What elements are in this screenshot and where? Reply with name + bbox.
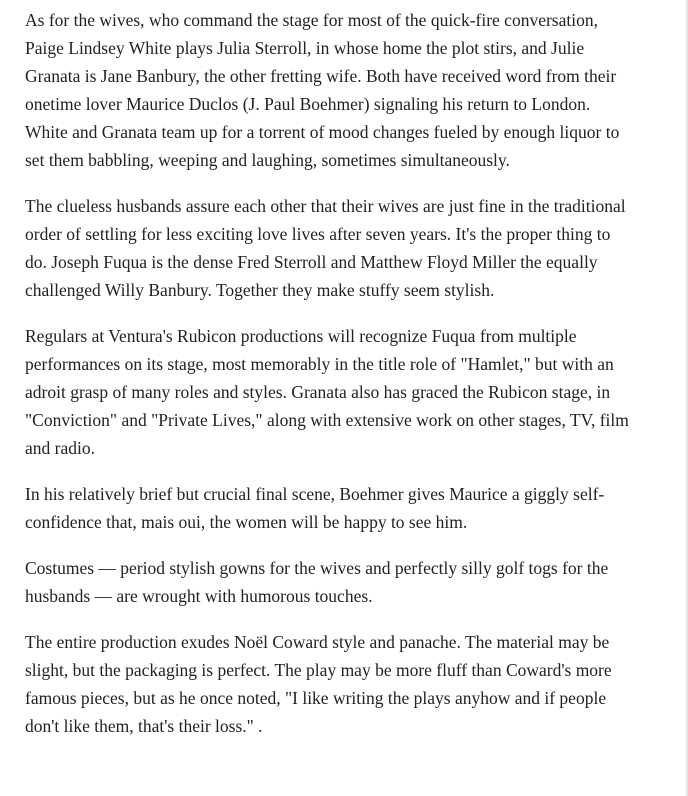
paragraph-wives: As for the wives, who command the stage for most of the quick-fire conversation, Paige Lindsey White plays Julia Sterroll, in whose home the plot stirs, and Julie Granata is Jane Banbury, the other fretting wife. Both have received word from their onetime lover Maurice Duclos (J. Paul Boehmer) signaling his return to London. White and Granata team up for a torrent of mood changes fueled by enough liquor to set them babbling, weeping and laughing, sometimes simultaneously. [25, 10, 620, 170]
paragraph-regulars: Regulars at Ventura's Rubicon productions will recognize Fuqua from multiple performances on its stage, most memorably in the title role of "Hamlet," but with an adroit grasp of many roles and styles. Granata also has graced the Rubicon stage, in "Conviction" and "Private Lives," along with extensive work on other stages, TV, film and radio. [25, 326, 629, 458]
paragraph-husbands: The clueless husbands assure each other that their wives are just fine in the traditional order of settling for less exciting love lives after seven years. It's the proper thing to do. Joseph Fuqua is the dense Fred Sterroll and Matthew Floyd Miller the equally challenged Willy Banbury. Together they make stuffy seem stylish. [25, 196, 626, 300]
paragraph-costumes: Costumes — period stylish gowns for the wives and perfectly silly golf togs for the husbands — are wrought with humorous touches. [25, 558, 609, 606]
paragraph-final-scene: In his relatively brief but crucial final scene, Boehmer gives Maurice a giggly self-confidence that, mais oui, the women will be happy to see him. [25, 484, 605, 532]
paragraph-production: The entire production exudes Noël Coward style and panache. The material may be slight, but the packaging is perfect. The play may be more fluff than Coward's more famous pieces, but as he once noted, "I like writing the plays anyhow and if people don't like them, that's their loss." . [25, 632, 612, 736]
article-body [25, 6, 630, 758]
